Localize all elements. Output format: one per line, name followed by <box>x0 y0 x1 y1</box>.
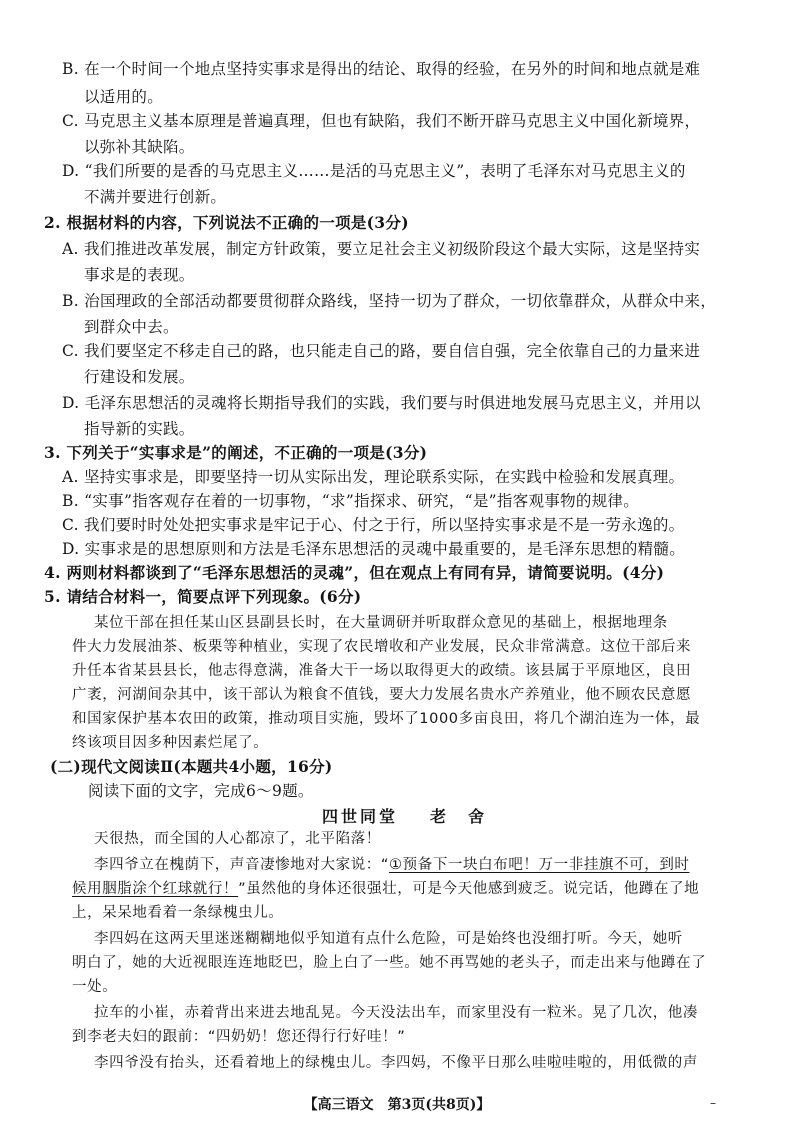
footer-mark: – <box>710 1096 716 1110</box>
story-paragraph-line: 李四妈在这两天里迷迷糊糊地似乎知道有点什么危险，可是始终也没细打听。今天，她听 <box>94 931 683 947</box>
underlined-sentence-1-cont: 候用胭脂涂个红球就行！ <box>72 881 239 897</box>
story-text: 李四爷立在槐荫下，声音凄惨地对大家说：“ <box>94 857 390 873</box>
question-5-stem: 5. 请结合材料一，简要点评下列现象。(6分) <box>44 587 362 606</box>
q1-option-d-line1: D. “我们所要的是香的马克思主义……是活的马克思主义”，表明了毛泽东对马克思主义的 <box>62 162 686 180</box>
q3-option-d: D. 实事求是的思想原则和方法是毛泽东思想活的灵魂中最重要的，是毛泽东思想的精髓。 <box>62 540 686 558</box>
q2-option-a-line1: A. 我们推进改革发展，制定方针政策，要立足社会主义初级阶段这个最大实际，这是坚持实 <box>62 240 701 258</box>
story-paragraph-line: 李四爷没有抬头，还看着地上的绿槐虫儿。李四妈，不像平日那么哇啦哇啦的，用低微的声 <box>94 1055 698 1071</box>
q2-option-b-line1: B. 治国理政的全部活动都要贯彻群众路线，坚持一切为了群众，一切依靠群众，从群众中来， <box>62 292 717 310</box>
passage-title: 四世同堂 <box>322 807 399 826</box>
q1-option-c-line2: 以弥补其缺陷。 <box>84 138 195 156</box>
q3-option-c: C. 我们要时时处处把实事求是牢记于心、付之于行，所以坚持实事求是不是一劳永逸的。 <box>62 516 685 534</box>
case-line: 广袤，河湖间杂其中，该干部认为粮食不值钱，要大力发展名贵水产养殖业，他不顾农民意愿 <box>72 687 692 703</box>
story-paragraph-line: 拉车的小崔，赤着背出来进去地乱晃。今天没法出车，而家里没有一粒米。晃了几次，他凑 <box>94 1005 698 1021</box>
q1-option-d-line2: 不满并要进行创新。 <box>84 188 227 206</box>
underlined-sentence-1: ①预备下一块白布吧！万一非挂旗不可，到时 <box>389 857 690 873</box>
story-paragraph-line: 到李老夫妇的跟前：“四奶奶！您还得行行好哇！” <box>72 1029 406 1045</box>
question-2-stem: 2. 根据材料的内容，下列说法不正确的一项是(3分) <box>44 213 409 232</box>
case-line: 终该项目因多种因素烂尾了。 <box>72 735 269 751</box>
q3-option-b: B. “实事”指客观存在着的一切事物，“求”指探求、研究，“是”指客观事物的规律。 <box>62 492 640 510</box>
q2-option-c-line2: 行建设和发展。 <box>84 368 195 386</box>
story-paragraph-line: 明白了，她的大近视眼连连地眨巴，脸上白了一些。她不再骂她的老头子，而走出来与他蹲在了 <box>72 955 707 971</box>
q2-option-d-line1: D. 毛泽东思想活的灵魂将长期指导我们的实践，我们要与时俱进地发展马克思主义，并用以 <box>62 394 701 412</box>
q2-option-c-line1: C. 我们要坚定不移走自己的路，也只能走自己的路，要自信自强，完全依靠自己的力量来进 <box>62 342 701 360</box>
case-line: 升任本省某县县长，他志得意满，准备大干一场以取得更大的政绩。该县属于平原地区，良田 <box>72 663 692 679</box>
case-line: 某位干部在担任某山区县副县长时，在大量调研并听取群众意见的基础上，根据地理条 <box>94 615 668 631</box>
page-footer: 【高三语文 第3页(共8页)】 <box>303 1097 491 1113</box>
q1-option-b-line2: 以适用的。 <box>84 88 164 106</box>
question-4: 4. 两则材料都谈到了“毛泽东思想活的灵魂”，但在观点上有同有异，请简要说明。(4分) <box>44 563 665 582</box>
story-paragraph-line: 一处。 <box>72 979 118 995</box>
case-line: 件大力发展油茶、板栗等种植业，实现了农民增收和产业发展，民众非常满意。这位干部后来 <box>72 639 692 655</box>
story-paragraph-line: 上，呆呆地看着一条绿槐虫儿。 <box>72 905 284 921</box>
q1-option-c-line1: C. 马克思主义基本原理是普遍真理，但也有缺陷，我们不断开辟马克思主义中国化新境界， <box>62 112 701 130</box>
case-line: 和国家保护基本农田的政策，推动项目实施，毁坏了1000多亩良田，将几个湖泊连为一体，最 <box>72 711 701 727</box>
section-2-instruction: 阅读下面的文字，完成6～9题。 <box>88 782 314 800</box>
q2-option-b-line2: 到群众中去。 <box>84 318 179 336</box>
story-text: ”虽然他的身体还很强壮，可是今天他感到疲乏。说完话，他蹲在了地 <box>238 881 700 897</box>
question-3-stem: 3. 下列关于“实事求是”的阐述，不正确的一项是(3分) <box>44 443 428 462</box>
q1-option-b-line1: B. 在一个时间一个地点坚持实事求是得出的结论、取得的经验，在另外的时间和地点就是难 <box>62 60 701 78</box>
passage-author: 老 舍 <box>430 807 488 826</box>
q2-option-d-line2: 指导新的实践。 <box>84 420 195 438</box>
q2-option-a-line2: 事求是的表现。 <box>84 266 195 284</box>
q3-option-a: A. 坚持实事求是，即要坚持一切从实际出发，理论联系实际，在实践中检验和发展真理。 <box>62 468 685 486</box>
section-2-header: (二)现代文阅读Ⅱ(本题共4小题，16分) <box>50 757 333 776</box>
story-paragraph-line <box>94 854 690 876</box>
story-paragraph-line <box>72 878 699 900</box>
story-paragraph-line: 天很热，而全国的人心都凉了，北平陷落！ <box>94 831 381 847</box>
